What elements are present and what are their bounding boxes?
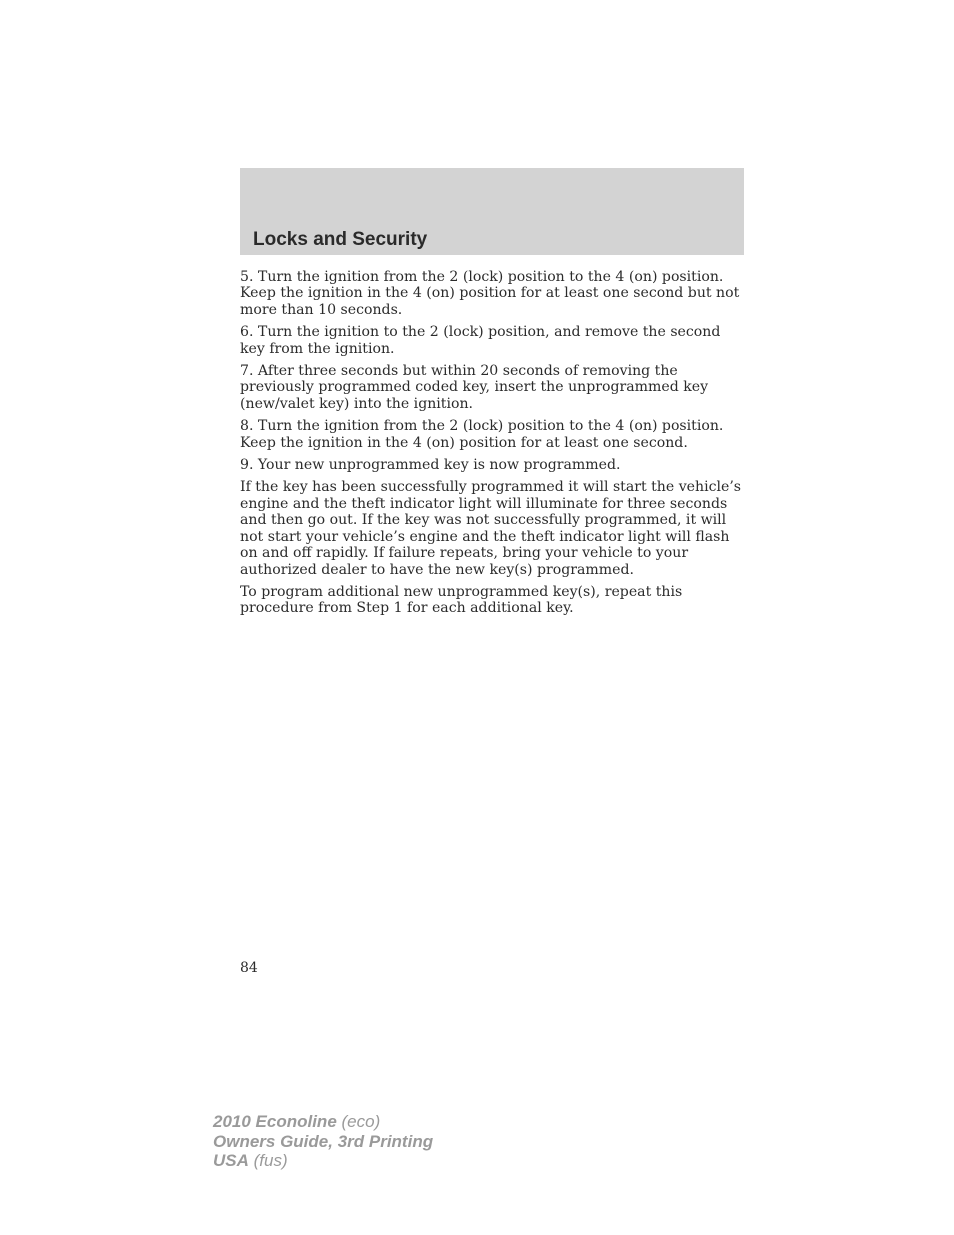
section-header <box>240 168 744 255</box>
footer <box>213 1112 433 1171</box>
footer-line-3 <box>213 1151 433 1171</box>
footer-model: 2010 Econoline <box>213 1112 337 1131</box>
footer-line-1 <box>213 1112 433 1132</box>
footer-line-2 <box>213 1132 433 1152</box>
footer-model-code: (eco) <box>336 1112 381 1131</box>
page-number: 84 <box>240 960 258 976</box>
step-8-paragraph: 8. Turn the ignition from the 2 (lock) position to the 4 (on) position. Keep the ignition in the 4 (on) position for at least one second. <box>240 418 724 451</box>
footer-guide: Owners Guide, 3rd Printing <box>213 1131 434 1151</box>
result-paragraph: If the key has been successfully programmed it will start the vehicle’s engine and the theft indicator light will illuminate for three seconds and then go out. If the key was not successfully programmed, it will not start your vehicle’s engine and the theft indicator light will flash on and off rapidly. If failure repeats, bring your vehicle to your authorized dealer to have the new key(s) programmed. <box>240 479 742 578</box>
additional-keys-paragraph: To program additional new unprogrammed key(s), repeat this procedure from Step 1 for each additional key. <box>240 583 683 617</box>
footer-market: USA <box>213 1151 249 1170</box>
step-9-paragraph: 9. Your new unprogrammed key is now programmed. <box>240 457 621 474</box>
step-5-paragraph: 5. Turn the ignition from the 2 (lock) position to the 4 (on) position. Keep the ignition in the 4 (on) position for at least one second but not more than 10 seconds. <box>240 269 740 318</box>
step-6-paragraph: 6. Turn the ignition to the 2 (lock) position, and remove the second key from the ignition. <box>240 324 721 357</box>
body-text <box>240 269 744 623</box>
section-title: Locks and Security <box>253 229 428 250</box>
step-7-paragraph: 7. After three seconds but within 20 seconds of removing the previously programmed coded key, insert the unprogrammed key (new/valet key) into the ignition. <box>240 363 709 412</box>
footer-market-code: (fus) <box>248 1151 288 1170</box>
